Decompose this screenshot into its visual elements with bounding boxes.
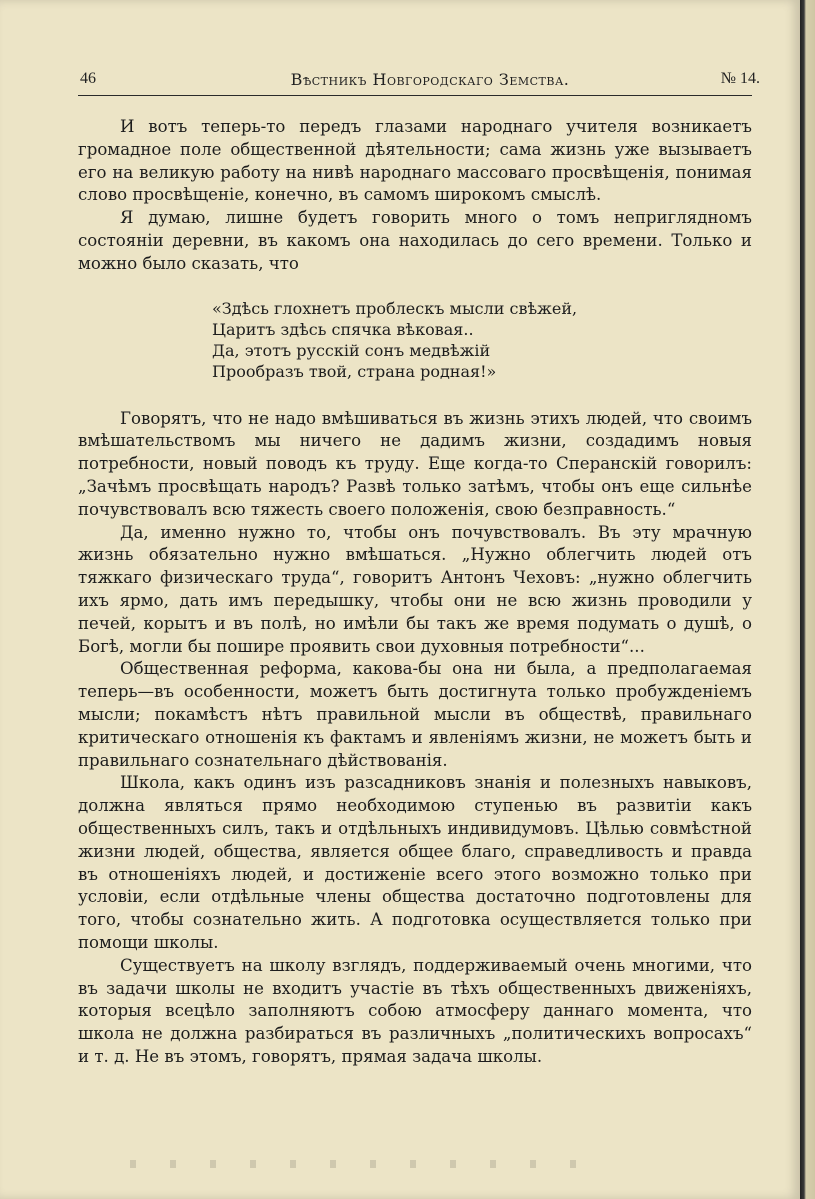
paragraph: И вотъ теперь-то передъ глазами народнаго учителя возникаетъ громадное поле общественной дѣятельности; сама жизнь уже вызываетъ его на великую работу на нивѣ народнаго массоваго просвѣщенія, понимая слово просвѣщеніе, конечно, въ самомъ широкомъ смыслѣ. — [78, 117, 752, 205]
verse-line: Царитъ здѣсь спячка вѣковая.. — [212, 319, 474, 339]
running-title: Вѣстникъ Новгородскаго Земства. — [290, 70, 570, 89]
paragraph: Общественная реформа, какова-бы она ни была, а предполагаемая теперь—въ особенности, можетъ быть достигнута только пробужденіемъ мысли; покамѣстъ нѣтъ правильной мысли въ обществѣ, правильнаго критическаго отношенія къ фактамъ и явленіямъ жизни, не можетъ быть и правильнаго сознательнаго дѣйствованія. — [78, 659, 752, 770]
paragraph: Существуетъ на школу взглядъ, поддерживаемый очень многими, что въ задачи школы не входитъ участіе въ тѣхъ общественныхъ движеніяхъ, которыя всецѣло заполняютъ собою атмосферу даннаго момента, что школа не должна разбираться въ различныхъ „политическихъ вопросахъ“ и т. д. Не въ этомъ, говорятъ, прямая задача школы. — [78, 955, 752, 1066]
verse-quote — [212, 298, 752, 382]
header-rule — [78, 95, 752, 96]
issue-number: № 14. — [720, 70, 760, 87]
paragraph: Да, именно нужно то, чтобы онъ почувствовалъ. Въ эту мрачную жизнь обязательно нужно вмѣшаться. „Нужно облегчить людей отъ тяжкаго физическаго труда“, говоритъ Антонъ Чеховъ: „нужно облегчить ихъ ярмо, дать имъ передышку, чтобы они не всю жизнь проводили у печей, корытъ и въ полѣ, но имѣли бы такъ же время подумать о душѣ, о Богѣ, могли бы пошире проявить свои духовныя потребности“... — [78, 522, 752, 656]
paragraph: Я думаю, лишне будетъ говорить много о томъ неприглядномъ состояніи деревни, въ какомъ она находилась до сего времени. Только и можно было сказать, что — [78, 208, 752, 273]
page-number: 46 — [80, 70, 96, 87]
paragraph: Говорятъ, что не надо вмѣшиваться въ жизнь этихъ людей, что своимъ вмѣшательствомъ мы ничего не дадимъ жизни, создадимъ новыя потребности, новый поводъ къ труду. Еще когда-то Сперанскій говорилъ: „Зачѣмъ просвѣщать народъ? Развѣ только затѣмъ, чтобы онъ еще сильнѣе почувствовалъ всю тяжесть своего положенія, свою безправность.“ — [78, 408, 752, 519]
paragraph: Школа, какъ одинъ изъ разсадниковъ знанія и полезныхъ навыковъ, должна являться прямо необходимою ступенью въ развитіи какъ общественныхъ силъ, такъ и отдѣльныхъ индивидумовъ. Цѣлью совмѣстной жизни людей, общества, является общее благо, справедливость и правда въ отношеніяхъ людей, и достиженіе всего этого возможно только при условіи, если отдѣльные члены общества достаточно подготовлены для того, чтобы сознательно жить. А подготовка осуществляется только при помощи школы. — [78, 773, 752, 952]
article-body — [78, 116, 752, 1069]
adjacent-page-edge — [800, 0, 815, 1199]
verse-line: «Здѣсь глохнетъ проблескъ мысли свѣжей, — [212, 298, 578, 318]
running-header — [80, 70, 780, 94]
scan-artifact — [130, 1160, 610, 1168]
verse-line: Да, этотъ русскій сонъ медвѣжій — [212, 340, 491, 360]
verse-line: Прообразъ твой, страна родная!» — [212, 361, 497, 381]
